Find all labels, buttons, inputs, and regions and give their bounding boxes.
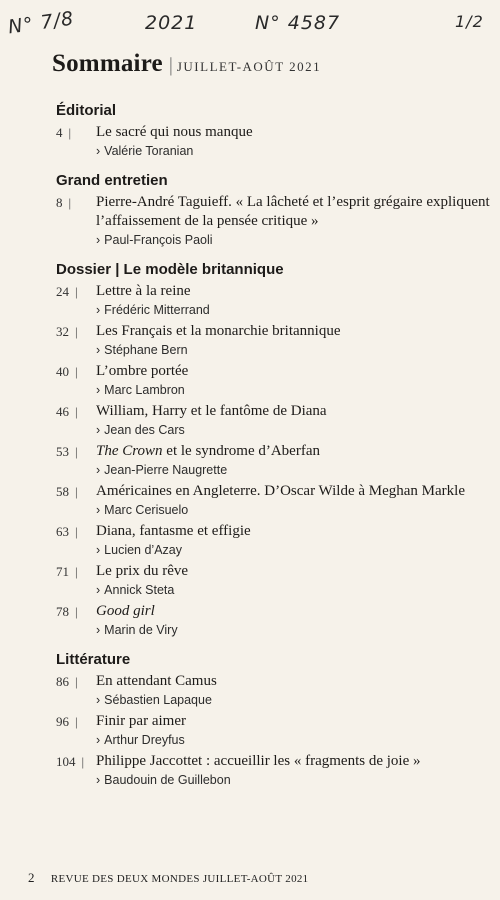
- entry-author: [96, 731, 492, 749]
- entry-author: [96, 381, 492, 399]
- divider-bar: |: [75, 524, 78, 539]
- chevron-right-icon: ›: [96, 623, 101, 637]
- author-name: Sébastien Lapaque: [104, 693, 212, 707]
- page-number: 40: [56, 364, 69, 379]
- entry-author: [96, 621, 492, 639]
- entry-title: [96, 402, 492, 421]
- page-number: 46: [56, 404, 69, 419]
- chevron-right-icon: ›: [96, 343, 101, 357]
- toc-entry[interactable]: [56, 362, 492, 399]
- handwritten-year: 2021: [145, 12, 198, 34]
- entry-page-number: [56, 123, 96, 160]
- entry-author: [96, 691, 492, 709]
- entry-title-text: Le sacré qui nous manque: [96, 124, 253, 140]
- handwritten-annotations: [0, 6, 500, 40]
- toc-entry[interactable]: [56, 752, 492, 789]
- entry-title-text: Américaines en Angleterre. D’Oscar Wilde à Meghan Markle: [96, 483, 465, 499]
- entry-page-number: [56, 482, 96, 519]
- toc-entry[interactable]: [56, 672, 492, 709]
- chevron-right-icon: ›: [96, 233, 101, 247]
- toc-entry[interactable]: [56, 402, 492, 439]
- chevron-right-icon: ›: [96, 383, 101, 397]
- entry-title-text: En attendant Camus: [96, 673, 217, 689]
- divider-bar: |: [75, 404, 78, 419]
- chevron-right-icon: ›: [96, 733, 101, 747]
- entry-title: [96, 282, 492, 301]
- entry-author: [96, 142, 492, 160]
- page-number: 32: [56, 324, 69, 339]
- entry-body: [96, 402, 492, 439]
- entry-title-text: Philippe Jaccottet : accueillir les « fragments de joie »: [96, 753, 421, 769]
- chevron-right-icon: ›: [96, 463, 101, 477]
- entry-body: [96, 522, 492, 559]
- entry-author: [96, 341, 492, 359]
- chevron-right-icon: ›: [96, 423, 101, 437]
- author-name: Jean-Pierre Naugrette: [104, 463, 228, 477]
- footer-page-number: 2: [28, 870, 35, 885]
- entry-title: [96, 193, 492, 231]
- entry-author: [96, 501, 492, 519]
- section-title: Dossier | Le modèle britannique: [56, 261, 284, 278]
- toc-entry[interactable]: [56, 193, 492, 249]
- chevron-right-icon: ›: [96, 773, 101, 787]
- entry-author: [96, 421, 492, 439]
- chevron-right-icon: ›: [96, 693, 101, 707]
- entry-body: [96, 712, 492, 749]
- entry-title-text: Les Français et la monarchie britannique: [96, 323, 341, 339]
- page-number: 78: [56, 604, 69, 619]
- entry-title-text: L’ombre portée: [96, 363, 189, 379]
- entry-title: [96, 522, 492, 541]
- author-name: Frédéric Mitterrand: [104, 303, 210, 317]
- toc-entry[interactable]: [56, 442, 492, 479]
- entry-page-number: [56, 752, 96, 789]
- divider-bar: |: [75, 364, 78, 379]
- section-title: Grand entretien: [56, 172, 168, 189]
- entry-body: [96, 282, 492, 319]
- entry-body: [96, 672, 492, 709]
- page-number: 58: [56, 484, 69, 499]
- entry-page-number: [56, 193, 96, 249]
- entry-title-italic: The Crown: [96, 443, 163, 459]
- entry-title-italic: Good girl: [96, 603, 155, 619]
- entry-title-text: et le syndrome d’Aberfan: [162, 443, 320, 459]
- entry-body: [96, 442, 492, 479]
- page-number: 4: [56, 125, 63, 140]
- entry-page-number: [56, 402, 96, 439]
- entry-author: [96, 461, 492, 479]
- entry-title-text: Finir par aimer: [96, 713, 186, 729]
- page-title: Sommaire: [52, 50, 163, 77]
- entry-body: [96, 193, 492, 249]
- entry-page-number: [56, 562, 96, 599]
- entry-title: [96, 322, 492, 341]
- divider-bar: |: [75, 324, 78, 339]
- toc-section: [56, 101, 492, 160]
- chevron-right-icon: ›: [96, 583, 101, 597]
- toc-entry[interactable]: [56, 712, 492, 749]
- author-name: Marc Cerisuelo: [104, 503, 189, 517]
- divider-bar: |: [75, 444, 78, 459]
- chevron-right-icon: ›: [96, 144, 101, 158]
- page-number: 53: [56, 444, 69, 459]
- page-number: 8: [56, 195, 63, 210]
- footer-publication: REVUE DES DEUX MONDES JUILLET-AOÛT 2021: [50, 873, 309, 885]
- entry-page-number: [56, 442, 96, 479]
- divider-bar: |: [75, 564, 78, 579]
- entry-title: [96, 442, 492, 461]
- toc-entry[interactable]: [56, 562, 492, 599]
- entry-body: [96, 482, 492, 519]
- toc-section: [56, 650, 492, 789]
- author-name: Arthur Dreyfus: [104, 733, 185, 747]
- entry-author: [96, 231, 492, 249]
- toc-entry[interactable]: [56, 482, 492, 519]
- entry-title: [96, 123, 492, 142]
- page-number: 96: [56, 714, 69, 729]
- entry-body: [96, 123, 492, 160]
- page-header: [52, 50, 321, 78]
- handwritten-fraction: 1/2: [455, 12, 484, 31]
- divider-bar: |: [75, 484, 78, 499]
- entry-page-number: [56, 282, 96, 319]
- entry-title-text: Diana, fantasme et effigie: [96, 523, 251, 539]
- entry-title-text: Le prix du rêve: [96, 563, 189, 579]
- entry-author: [96, 301, 492, 319]
- issue-date: JUILLET-AOÛT 2021: [176, 59, 322, 74]
- toc-entry[interactable]: [56, 602, 492, 639]
- page-footer: [28, 870, 308, 886]
- toc-entry[interactable]: [56, 282, 492, 319]
- author-name: Stéphane Bern: [104, 343, 188, 357]
- author-name: Marc Lambron: [104, 383, 185, 397]
- toc-entry[interactable]: [56, 522, 492, 559]
- section-title: Littérature: [56, 651, 131, 668]
- author-name: Baudouin de Guillebon: [104, 773, 231, 787]
- entry-title-text: Pierre-André Taguieff. « La lâcheté et l’esprit grégaire expliquent l’affaissement de la pensée critique »: [96, 194, 490, 229]
- toc-section: [56, 171, 492, 249]
- entry-title: [96, 482, 492, 501]
- entry-page-number: [56, 672, 96, 709]
- entry-title-text: William, Harry et le fantôme de Diana: [96, 403, 327, 419]
- chevron-right-icon: ›: [96, 503, 101, 517]
- handwritten-issue-number: N° 7/8: [6, 7, 76, 39]
- toc-entry[interactable]: [56, 123, 492, 160]
- entry-title: [96, 672, 492, 691]
- author-name: Lucien d’Azay: [104, 543, 182, 557]
- entry-page-number: [56, 712, 96, 749]
- toc-section: [56, 260, 492, 639]
- page-number: 71: [56, 564, 69, 579]
- entry-body: [96, 362, 492, 399]
- author-name: Valérie Toranian: [104, 144, 194, 158]
- divider-bar: |: [75, 284, 78, 299]
- entry-body: [96, 562, 492, 599]
- entry-body: [96, 752, 492, 789]
- author-name: Jean des Cars: [104, 423, 185, 437]
- entry-title-text: Lettre à la reine: [96, 283, 191, 299]
- chevron-right-icon: ›: [96, 543, 101, 557]
- entry-page-number: [56, 322, 96, 359]
- entry-page-number: [56, 602, 96, 639]
- toc-entry[interactable]: [56, 322, 492, 359]
- chevron-right-icon: ›: [96, 303, 101, 317]
- author-name: Marin de Viry: [104, 623, 178, 637]
- page-number: 24: [56, 284, 69, 299]
- entry-title: [96, 562, 492, 581]
- entry-page-number: [56, 522, 96, 559]
- entry-page-number: [56, 362, 96, 399]
- section-title: Éditorial: [56, 102, 117, 119]
- handwritten-reference: N° 4587: [255, 12, 341, 34]
- divider-bar: |: [68, 195, 72, 210]
- divider-bar: |: [68, 125, 72, 140]
- author-name: Paul-François Paoli: [104, 233, 213, 247]
- entry-body: [96, 602, 492, 639]
- entry-author: [96, 771, 492, 789]
- entry-title: [96, 712, 492, 731]
- entry-title: [96, 602, 492, 621]
- page-number: 104: [56, 754, 76, 769]
- entry-author: [96, 581, 492, 599]
- entry-body: [96, 322, 492, 359]
- entry-title: [96, 752, 492, 771]
- page-number: 63: [56, 524, 69, 539]
- author-name: Annick Steta: [104, 583, 175, 597]
- divider-bar: |: [81, 754, 85, 769]
- entry-title: [96, 362, 492, 381]
- header-separator: |: [168, 54, 173, 76]
- entry-author: [96, 541, 492, 559]
- divider-bar: |: [75, 674, 78, 689]
- page-number: 86: [56, 674, 69, 689]
- divider-bar: |: [75, 714, 78, 729]
- divider-bar: |: [75, 604, 78, 619]
- table-of-contents: [56, 101, 492, 800]
